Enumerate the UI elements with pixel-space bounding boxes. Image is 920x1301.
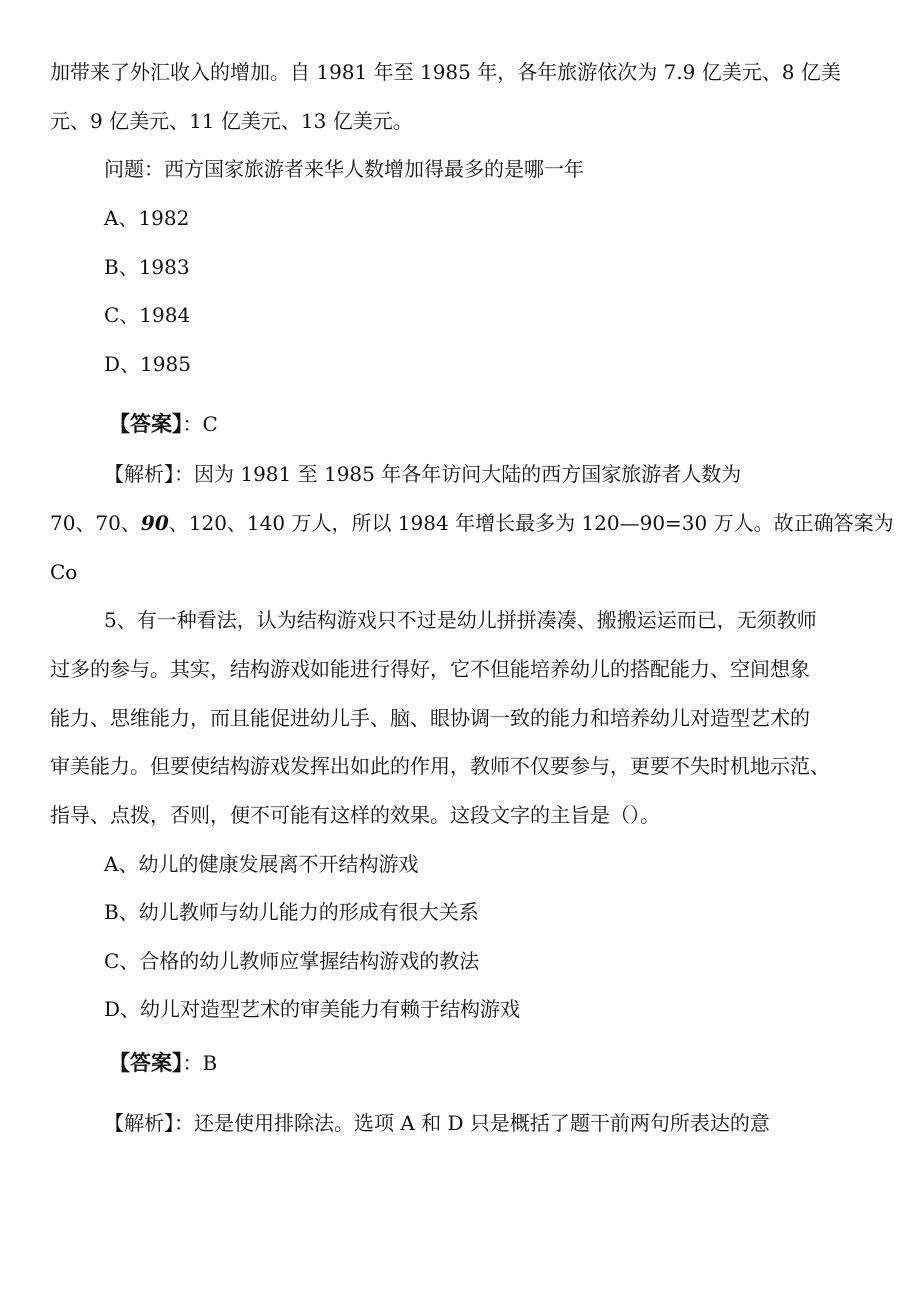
q4-answer bbox=[109, 410, 920, 438]
q5-option-d: D、幼儿对造型艺术的审美能力有赖于结构游戏 bbox=[104, 997, 521, 1021]
q5-stem-line-4: 审美能力。但要使结构游戏发挥出如此的作用，教师不仅要参与，更要不失时机地示范、 bbox=[50, 754, 830, 778]
q5-answer bbox=[109, 1049, 920, 1077]
q4-option-a: A、1982 bbox=[104, 206, 190, 230]
q5-stem-line-2: 过多的参与。其实，结构游戏如能进行得好，它不但能培养幼儿的搭配能力、空间想象 bbox=[50, 657, 810, 681]
q5-stem-line-1: 5、有一种看法，认为结构游戏只不过是幼儿拼拼凑凑、搬搬运运而已，无须教师 bbox=[104, 608, 817, 632]
analysis-label: 【解析】 bbox=[104, 1111, 174, 1135]
q4-analysis-line-1 bbox=[104, 460, 920, 488]
analysis-label: 【解析】 bbox=[104, 462, 174, 486]
q4-option-b: B、1983 bbox=[104, 255, 190, 279]
q4-option-c: C、1984 bbox=[104, 303, 191, 327]
q4-option-d: D、1985 bbox=[104, 352, 191, 376]
q5-stem-line-5: 指导、点拨，否则，便不可能有这样的效果。这段文字的主旨是（）。 bbox=[50, 803, 660, 827]
q4-stem-line-1: 加带来了外汇收入的增加。自 1981 年至 1985 年，各年旅游依次为 7.9 亿美元、8 亿美 bbox=[50, 60, 841, 84]
q5-stem-line-3: 能力、思维能力，而且能促进幼儿手、脑、眼协调一致的能力和培养幼儿对造型艺术的 bbox=[50, 706, 810, 730]
q4-analysis-line-2 bbox=[50, 509, 920, 537]
answer-value: ：C bbox=[182, 412, 218, 436]
answer-label: 【答案】 bbox=[109, 411, 183, 436]
q4-analysis-line-3: Co bbox=[50, 560, 78, 584]
q5-analysis-line-1 bbox=[104, 1109, 920, 1137]
analysis-text-c: 、120、140 万人，所以 1984 年增长最多为 120—90=30 万人。故正确答案为 bbox=[168, 511, 894, 535]
analysis-text: ：因为 1981 至 1985 年各年访问大陆的西方国家旅游者人数为 bbox=[174, 462, 742, 486]
q5-option-c: C、合格的幼儿教师应掌握结构游戏的教法 bbox=[104, 949, 480, 973]
analysis-text-a: 70、70、 bbox=[50, 511, 141, 535]
analysis-text-emphasis: 90 bbox=[140, 511, 169, 535]
q4-stem-line-2: 元、9 亿美元、11 亿美元、13 亿美元。 bbox=[50, 109, 413, 133]
analysis-text: ：还是使用排除法。选项 A 和 D 只是概括了题干前两句所表达的意 bbox=[174, 1111, 770, 1135]
answer-value: ：B bbox=[182, 1051, 218, 1075]
answer-label: 【答案】 bbox=[109, 1050, 183, 1075]
q4-question: 问题：西方国家旅游者来华人数增加得最多的是哪一年 bbox=[104, 157, 584, 181]
q5-option-a: A、幼儿的健康发展离不开结构游戏 bbox=[104, 852, 419, 876]
q5-option-b: B、幼儿教师与幼儿能力的形成有很大关系 bbox=[104, 900, 479, 924]
